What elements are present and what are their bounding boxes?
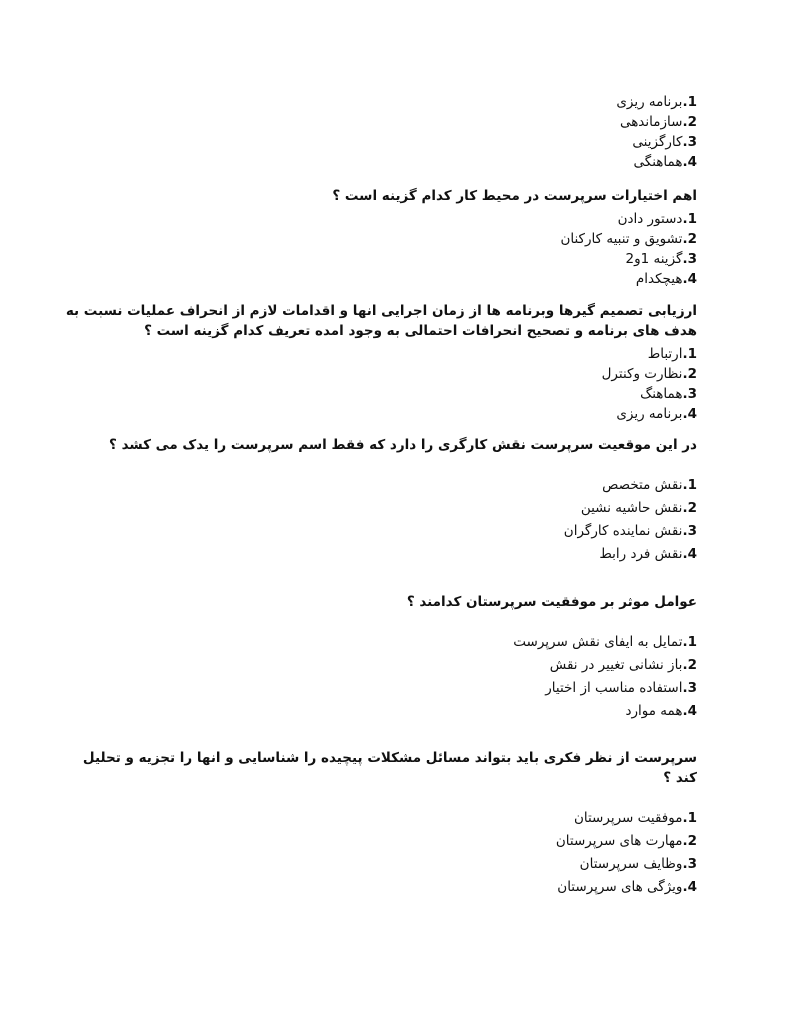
question-text: سرپرست از نظر فکری باید بتواند مسائل مشکلات پیچیده را شناسایی و انها را تجزیه و تحلیل کند ؟ — [82, 750, 697, 786]
option-3 — [0, 853, 791, 876]
option-number: 1. — [682, 810, 697, 826]
option-3 — [0, 132, 791, 152]
option-number: 4. — [682, 271, 697, 287]
option-list — [0, 344, 791, 424]
option-number: 4. — [682, 703, 697, 719]
option-3 — [0, 677, 791, 700]
option-4 — [0, 152, 791, 172]
option-number: 4. — [682, 879, 697, 895]
question-block-6 — [0, 748, 791, 899]
option-3 — [0, 520, 791, 543]
option-text: نظارت وکنترل — [601, 366, 683, 382]
option-text: همه موارد — [625, 703, 683, 719]
option-number: 4. — [682, 154, 697, 170]
option-4 — [0, 876, 791, 899]
option-number: 2. — [682, 114, 697, 130]
option-2 — [0, 830, 791, 853]
option-text: برنامه ریزی — [616, 94, 683, 110]
question-text: ارزیابی تصمیم گیرها وبرنامه ها از زمان اجرایی انها و اقدامات لازم از انحراف عملیات نسبت به هدف های برنامه و تصحیح انحرافات احتمالی به وجود امده تعریف کدام گزینه است ؟ — [65, 303, 697, 339]
option-1 — [0, 344, 791, 364]
option-2 — [0, 654, 791, 677]
option-3 — [0, 249, 791, 269]
option-text: دستور دادن — [617, 211, 683, 227]
option-list — [0, 631, 791, 723]
option-4 — [0, 543, 791, 566]
option-number: 4. — [682, 546, 697, 562]
option-number: 3. — [682, 856, 697, 872]
option-1 — [0, 209, 791, 229]
option-number: 3. — [682, 134, 697, 150]
option-1 — [0, 807, 791, 830]
question-block-5 — [0, 592, 791, 723]
option-number: 2. — [682, 657, 697, 673]
question-block-3 — [0, 301, 791, 424]
option-text: هماهنگی — [633, 154, 683, 170]
option-list — [0, 92, 791, 172]
option-2 — [0, 229, 791, 249]
option-number: 1. — [682, 634, 697, 650]
option-3 — [0, 384, 791, 404]
option-text: هیچکدام — [635, 271, 683, 287]
option-number: 1. — [682, 94, 697, 110]
option-number: 4. — [682, 406, 697, 422]
option-number: 1. — [682, 477, 697, 493]
option-text: هماهنگ — [640, 386, 683, 402]
option-text: ویژگی های سرپرستان — [557, 879, 683, 895]
option-number: 1. — [682, 346, 697, 362]
question-block-2 — [0, 186, 791, 289]
option-text: نقش نماینده کارگران — [563, 523, 683, 539]
question-text: عوامل موثر بر موفقیت سرپرستان کدامند ؟ — [406, 594, 697, 610]
option-text: وظایف سرپرستان — [579, 856, 683, 872]
option-4 — [0, 700, 791, 723]
option-number: 2. — [682, 500, 697, 516]
option-1 — [0, 92, 791, 112]
option-text: باز نشانی تغییر در نقش — [549, 657, 683, 673]
option-number: 3. — [682, 386, 697, 402]
option-text: نقش حاشیه نشین — [580, 500, 683, 516]
option-1 — [0, 474, 791, 497]
question-block-1 — [0, 92, 791, 172]
option-text: استفاده مناسب از اختیار — [545, 680, 683, 696]
option-1 — [0, 631, 791, 654]
option-2 — [0, 112, 791, 132]
option-list — [0, 807, 791, 899]
option-text: مهارت های سرپرستان — [555, 833, 683, 849]
option-2 — [0, 364, 791, 384]
option-number: 3. — [682, 523, 697, 539]
option-list — [0, 209, 791, 289]
option-text: تشویق و تنبیه کارکنان — [560, 231, 683, 247]
option-list — [0, 474, 791, 566]
option-text: نقش متخصص — [602, 477, 683, 493]
option-2 — [0, 497, 791, 520]
option-text: نقش فرد رابط — [599, 546, 683, 562]
question-text: در این موقعیت سرپرست نقش کارگری را دارد که فقط اسم سرپرست را یدک می کشد ؟ — [109, 437, 697, 453]
option-number: 1. — [682, 211, 697, 227]
option-text: برنامه ریزی — [616, 406, 683, 422]
option-number: 3. — [682, 680, 697, 696]
option-text: ارتباط — [647, 346, 683, 362]
question-block-4 — [0, 435, 791, 566]
option-4 — [0, 404, 791, 424]
option-4 — [0, 269, 791, 289]
option-text: تمایل به ایفای نقش سرپرست — [513, 634, 683, 650]
option-number: 2. — [682, 231, 697, 247]
option-number: 2. — [682, 366, 697, 382]
option-number: 3. — [682, 251, 697, 267]
question-text: اهم اختیارات سرپرست در محیط کار کدام گزینه است ؟ — [332, 188, 697, 204]
option-text: گزینه 1و2 — [625, 251, 683, 267]
option-text: سازماندهی — [619, 114, 683, 130]
option-text: موفقیت سرپرستان — [573, 810, 683, 826]
option-text: کارگزینی — [632, 134, 683, 150]
option-number: 2. — [682, 833, 697, 849]
